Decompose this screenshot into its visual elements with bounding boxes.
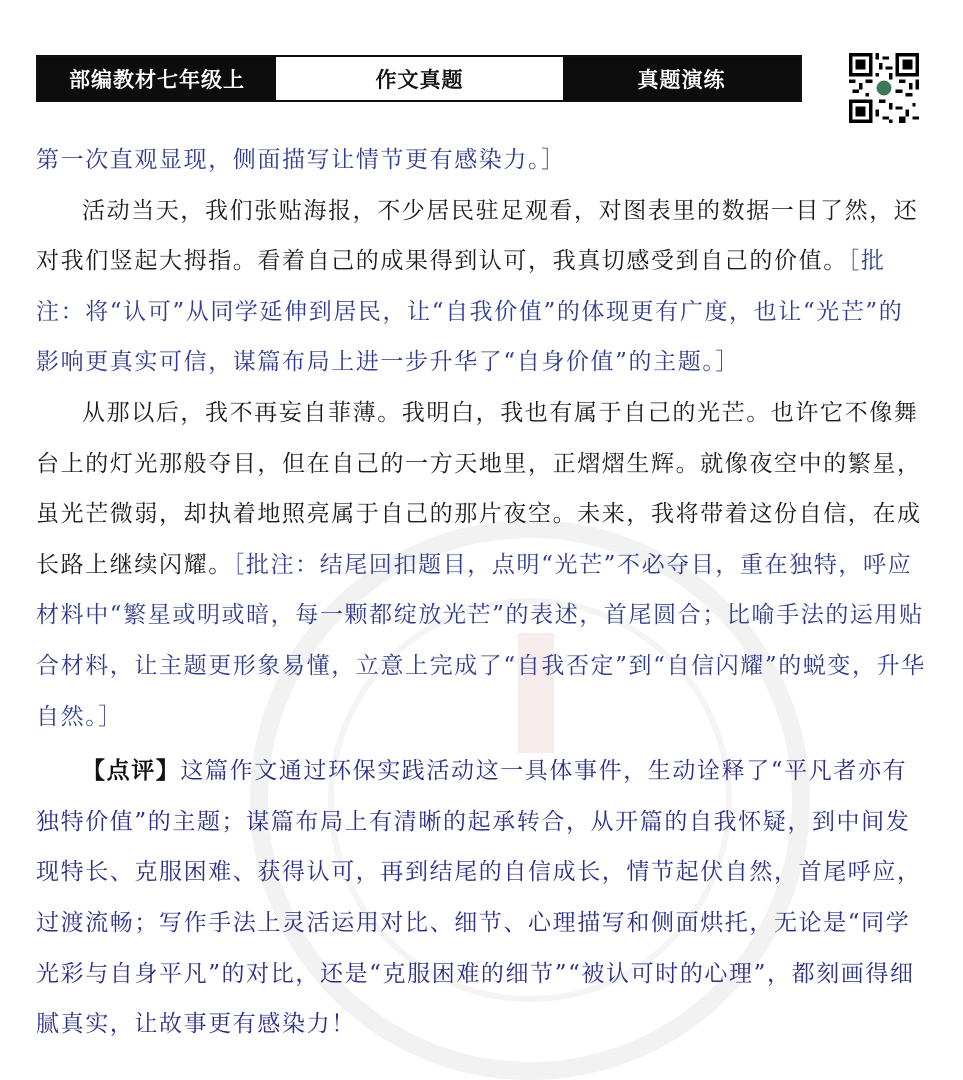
- header-bar: [36, 55, 802, 102]
- header-grade-label: 部编教材七年级上: [38, 57, 276, 100]
- paragraph-text: 活动当天，我们张贴海报，不少居民驻足观看，对图表里的数据一目了然，还对我们竖起大拇指。看着自己的成果得到认可，我真切感受到自己的价值。: [36, 197, 919, 275]
- paragraph-activity-day: [36, 186, 926, 388]
- header-section-title: 作文真题: [276, 57, 563, 100]
- annotation-recognition: ［批注：将“认可”从同学延伸到居民，让“自我价值”的体现更有广度，也让“光芒”的影响更真实可信，谋篇布局上进一步升华了“自身价值”的主题。］: [36, 248, 904, 376]
- paragraph-text: 从那以后，我不再妄自菲薄。我明白，我也有属于自己的光芒。也许它不像舞台上的灯光那般夺目，但在自己的一方天地里，正熠熠生辉。就像夜空中的繁星，虽光芒微弱，却执着地照亮属于自己的那片夜空。未来，我将带着这份自信，在成长路上继续闪耀。: [36, 399, 922, 578]
- header-practice-label: 真题演练: [563, 57, 800, 100]
- comment-text: 这篇作文通过环保实践活动这一具体事件，生动诠释了“平凡者亦有独特价值”的主题；谋篇布局上有清晰的起承转合，从开篇的自我怀疑，到中间发现特长、克服困难、获得认可，再到结尾的自信成长，情节起伏自然，首尾呼应，过渡流畅；写作手法上灵活运用对比、细节、心理描写和侧面烘托，无论是“同学光彩与自身平凡”的对比，还是“克服困难的细节”“被认可时的心理”，都刻画得细腻真实，让故事更有感染力！: [36, 758, 922, 1038]
- annotation-ending: ［批注：结尾回扣题目，点明“光芒”不必夺目，重在独特，呼应材料中“繁星或明或暗，每一颗都绽放光芒”的表述，首尾圆合；比喻手法的运用贴合材料，让主题更形象易懂，立意上完成了“自我否定”到“自信闪耀”的蜕变，升华自然。］: [36, 551, 926, 730]
- annotation-continuation: 第一次直观显现，侧面描写让情节更有感染力。］: [36, 147, 566, 173]
- comment-section: [36, 746, 926, 1050]
- comment-tag: 【点评】: [82, 757, 181, 785]
- essay-body: [36, 135, 926, 1050]
- paragraph-conclusion: [36, 388, 926, 742]
- qr-code-icon: [848, 53, 920, 123]
